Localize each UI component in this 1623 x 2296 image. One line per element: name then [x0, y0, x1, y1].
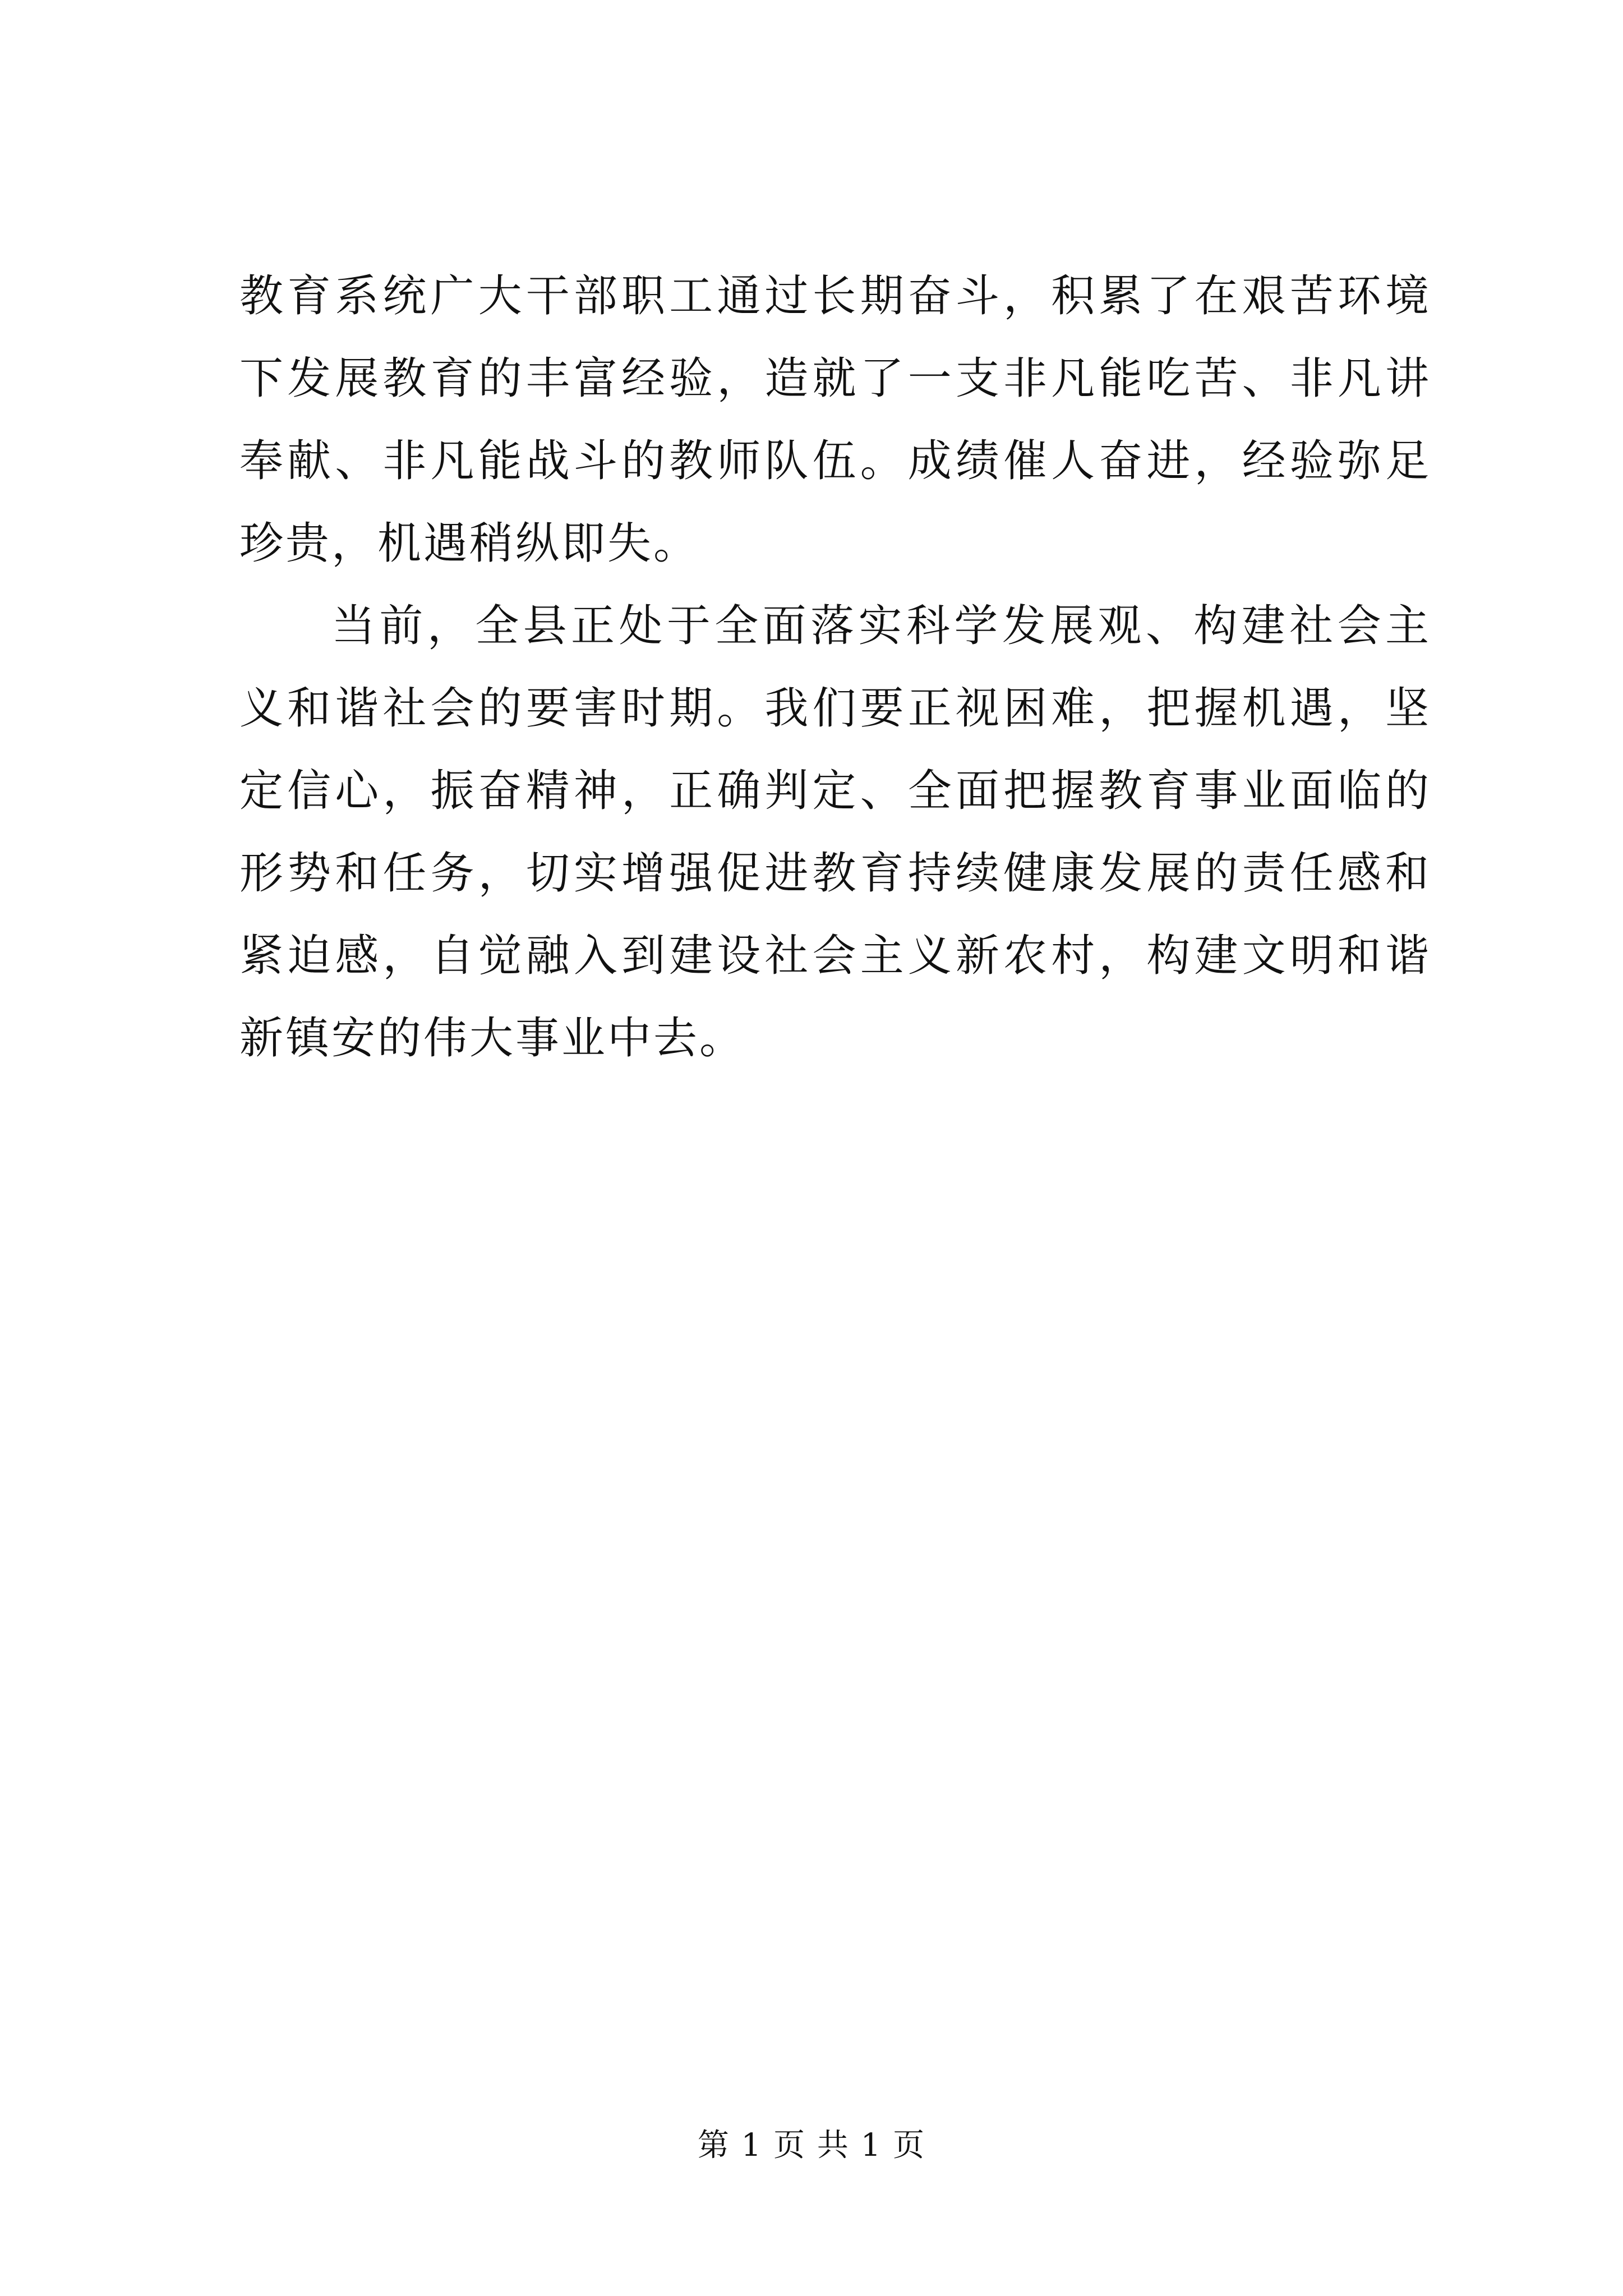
page-number-footer: 第 1 页 共 1 页 — [697, 2127, 926, 2164]
paragraph-current-situation: 当前，全县正处于全面落实科学发展观、构建社会主义和谐社会的要害时期。我们要正视困难，把握机遇，坚定信心，振奋精神，正确判定、全面把握教育事业面临的形势和任务，切实增强促进教育持续健康发展的责任感和紧迫感，自觉融入到建设社会主义新农村，构建文明和谐新镇安的伟大事业中去。 — [239, 601, 1431, 1064]
paragraph-continued: 教育系统广大干部职工通过长期奋斗，积累了在艰苦环境下发展教育的丰富经验，造就了一支非凡能吃苦、非凡讲奉献、非凡能战斗的教师队伍。成绩催人奋进，经验弥足珍贵，机遇稍纵即失。 — [239, 271, 1431, 569]
document-body — [239, 255, 1431, 1080]
